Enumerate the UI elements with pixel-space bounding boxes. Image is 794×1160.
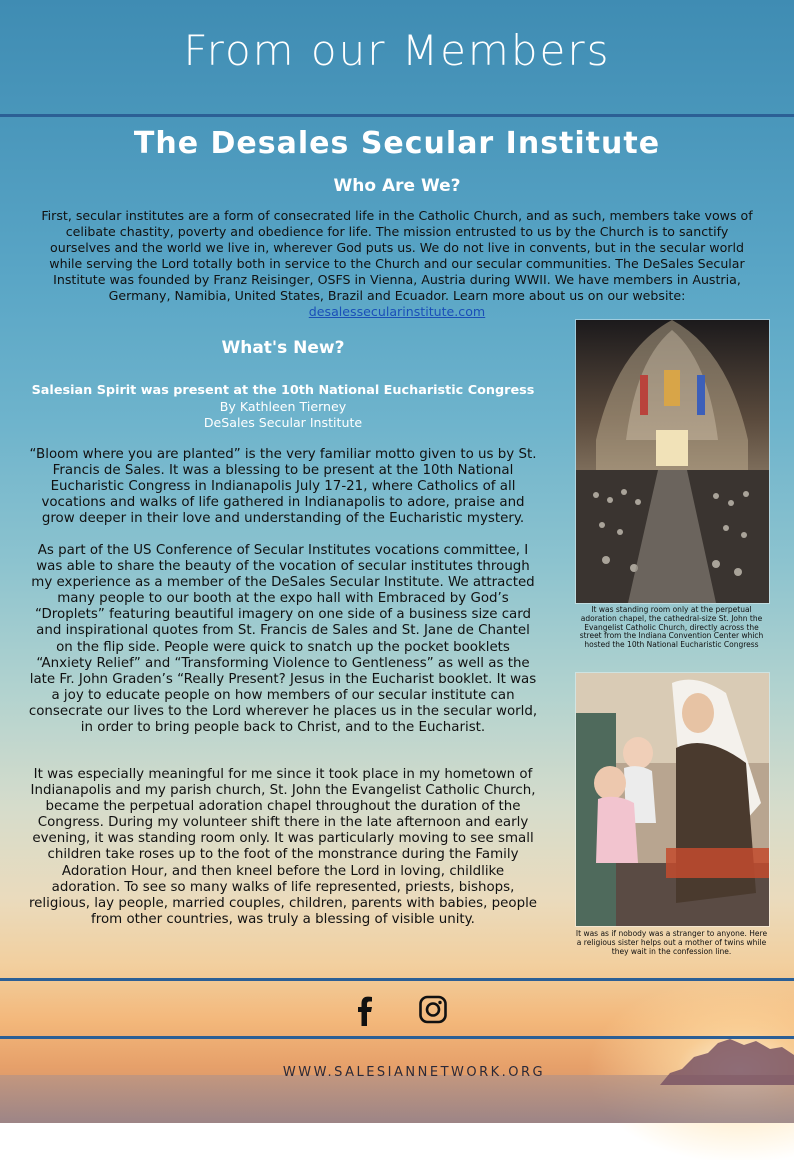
article-affiliation: DeSales Secular Institute (203, 415, 363, 430)
website-label: website: (632, 288, 686, 303)
sister-with-twins-photo (575, 672, 770, 927)
who-are-we-heading: Who Are We? (333, 176, 461, 196)
article-paragraph: “Bloom where you are planted” is the very familiar motto given to us by St. Francis de Sales. It was a blessing to be present at the 10th National Eucharistic Congress in Indianapolis July 17-21, where Catholics of all vocations and walks of life gathered in Indianapolis to adore, praise and grow deeper in their love and understanding of the Eucharistic mystery. (29, 447, 537, 527)
whats-new-heading: What's New? (221, 338, 345, 358)
photo-caption: It was as if nobody was a stranger to anyone. Here a religious sister helps out a mother of twins while they wait in the confession line. (575, 929, 768, 956)
article-paragraph: As part of the US Conference of Secular Institutes vocations committee, I was able to share the beauty of the vocation of secular institutes through my experience as a member of the DeSales Secular Institute. We attracted many people to our booth at the expo hall with Embraced by God’s “Droplets” featuring beautiful imagery on one side of a business size card and inspirational quotes from St. Francis de Sales and St. Jane de Chantel on the flip side. People were quick to snatch up the pocket booklets “Anxiety Relief” and “Transforming Violence to Gentleness” as well as the late Fr. John Graden’s “Really Present? Jesus in the Eucharist booklet. It was a joy to educate people on how members of our secular institute can consecrate our lives to the Lord wherever he places us in the secular world, in order to bring people back to Christ, and to the Eucharist. (28, 543, 538, 736)
photo-caption: It was standing room only at the perpetual adoration chapel, the cathedral-size St. John the Evangelist Catholic Church, directly across the street from the Indiana Convention Center which hosted the 10th National Eucharistic Congress (579, 605, 764, 650)
article-header (28, 383, 538, 431)
website-link[interactable]: desalessecularinstitute.com (308, 304, 486, 319)
facebook-icon[interactable] (350, 993, 380, 1027)
instagram-icon[interactable] (418, 993, 448, 1027)
article-headline: Salesian Spirit was present at the 10th National Eucharistic Congress (31, 383, 535, 398)
section-title: The Desales Secular Institute (133, 126, 661, 161)
page-title: From our Members (183, 26, 611, 75)
intro-paragraph (40, 208, 754, 320)
intro-text: First, secular institutes are a form of consecrated life in the Catholic Church, and as such, members take vows of celibate chastity, poverty and obedience for life. The mission entrusted to us by the Church is to sanctify ourselves and the world we live in, wherever God puts us. We do not live in convents, but in the secular world while serving the Lord totally both in service to the Church and our secular communities. The DeSales Secular Institute was founded by Franz Reisinger, OSFS in Vienna, Austria during WWII. We have members in Austria, Germany, Namibia, United States, Brazil and Ecuador. Learn more about us on our (41, 208, 753, 303)
article-byline: By Kathleen Tierney (219, 399, 347, 414)
footer-website[interactable]: WWW.SALESIANNETWORK.ORG (282, 1065, 546, 1080)
church-interior-photo (575, 319, 770, 604)
footer-divider-bottom (0, 1036, 794, 1039)
footer-divider-top (0, 978, 794, 981)
header-divider (0, 114, 794, 117)
article-paragraph: It was especially meaningful for me since it took place in my hometown of Indianapolis and my parish church, St. John the Evangelist Catholic Church, became the perpetual adoration chapel throughout the duration of the Congress. During my volunteer shift there in the late afternoon and early evening, it was standing room only. It was particularly moving to see small children take roses up to the foot of the monstrance during the Family Adoration Hour, and then kneel before the Lord in loving, childlike adoration. To see so many walks of life represented, priests, bishops, religious, lay people, married couples, children, parents with babies, people from other countries, was truly a blessing of visible unity. (28, 767, 538, 927)
